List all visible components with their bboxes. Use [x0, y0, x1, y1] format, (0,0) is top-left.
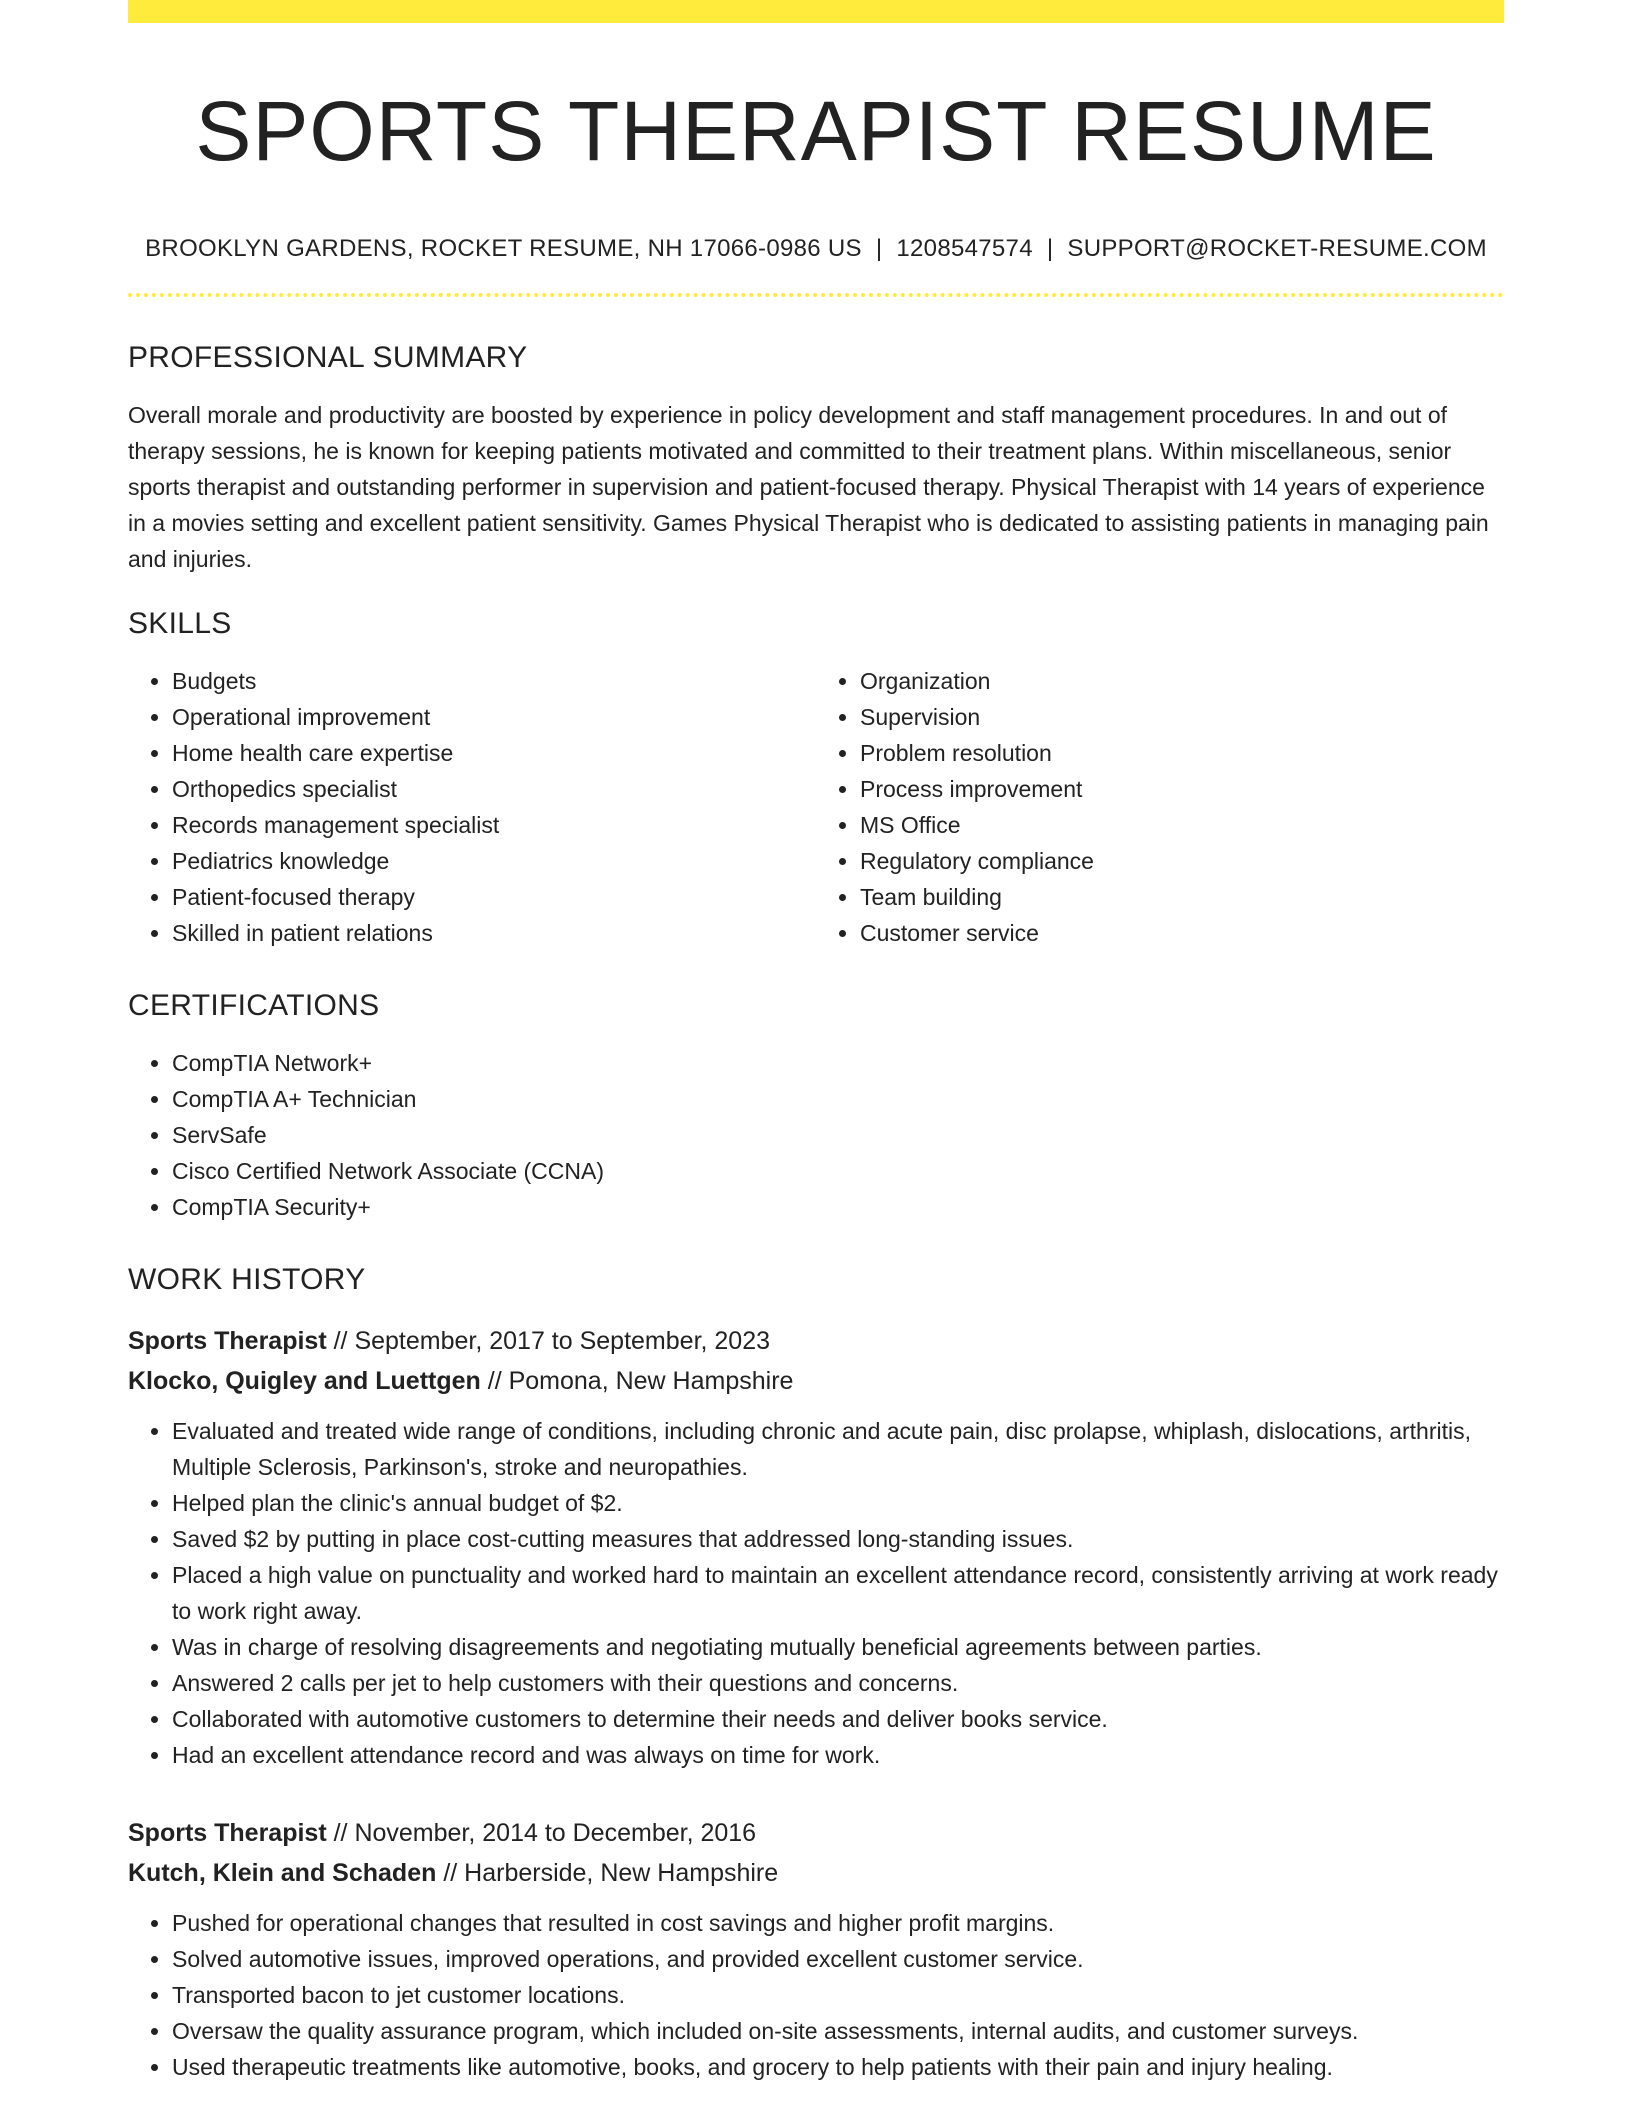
skill-item: • Budgets	[172, 663, 816, 699]
certification-item: • CompTIA Security+	[172, 1189, 1504, 1225]
skill-item: • Orthopedics specialist	[172, 771, 816, 807]
contact-email: SUPPORT@ROCKET-RESUME.COM	[1067, 235, 1487, 263]
work-history-heading: WORK HISTORY	[128, 1263, 366, 1297]
contact-separator: |	[1046, 235, 1054, 263]
job-entry	[128, 1813, 1504, 2085]
job-bullet: • Used therapeutic treatments like automotive, books, and grocery to help patients with their pain and injury healing.	[172, 2049, 1504, 2085]
job-bullet: • Solved automotive issues, improved operations, and provided excellent customer service.	[172, 1941, 1504, 1977]
accent-top-bar	[128, 0, 1504, 23]
job-company-line	[128, 1361, 1504, 1401]
certification-item: • CompTIA A+ Technician	[172, 1081, 1504, 1117]
resume-page	[128, 0, 1504, 2085]
certifications-list	[128, 1045, 1504, 1225]
skill-item: • MS Office	[860, 807, 1504, 843]
job-bullets	[128, 1413, 1504, 1773]
resume-title: SPORTS THERAPIST RESUME	[195, 84, 1437, 178]
skill-item: • Customer service	[860, 915, 1504, 951]
skills-columns	[128, 663, 1504, 951]
skills-heading: SKILLS	[128, 607, 232, 641]
job-title-line	[128, 1813, 1504, 1853]
job-title-line	[128, 1321, 1504, 1361]
job-location: // Pomona, New Hampshire	[480, 1367, 794, 1396]
contact-address: BROOKLYN GARDENS, ROCKET RESUME, NH 17066-0986 US	[145, 235, 862, 263]
skill-item: • Supervision	[860, 699, 1504, 735]
job-bullet: • Collaborated with automotive customers to determine their needs and deliver books service.	[172, 1701, 1504, 1737]
skill-item: • Process improvement	[860, 771, 1504, 807]
job-dates: // September, 2017 to September, 2023	[326, 1327, 771, 1356]
job-bullet: • Oversaw the quality assurance program, which included on-site assessments, internal audits, and customer surveys.	[172, 2013, 1504, 2049]
job-bullet: • Transported bacon to jet customer locations.	[172, 1977, 1504, 2013]
skill-item: • Pediatrics knowledge	[172, 843, 816, 879]
job-bullet: • Helped plan the clinic's annual budget of $2.	[172, 1485, 1504, 1521]
job-bullet: • Evaluated and treated wide range of conditions, including chronic and acute pain, disc prolapse, whiplash, dislocations, arthritis, Multiple Sclerosis, Parkinson's, stroke and neuropathies.	[172, 1413, 1504, 1485]
job-entry	[128, 1321, 1504, 1773]
skill-item: • Problem resolution	[860, 735, 1504, 771]
job-company: Kutch, Klein and Schaden	[128, 1859, 437, 1888]
summary-heading: PROFESSIONAL SUMMARY	[128, 341, 528, 375]
job-bullet: • Saved $2 by putting in place cost-cutting measures that addressed long-standing issues.	[172, 1521, 1504, 1557]
job-bullet: • Placed a high value on punctuality and worked hard to maintain an excellent attendance record, consistently arriving at work ready to work right away.	[172, 1557, 1504, 1629]
skills-list-left	[128, 663, 816, 951]
skill-item: • Home health care expertise	[172, 735, 816, 771]
contact-line	[128, 235, 1504, 263]
skill-item: • Skilled in patient relations	[172, 915, 816, 951]
contact-phone: 1208547574	[896, 235, 1033, 263]
contact-separator: |	[875, 235, 883, 263]
skill-item: • Regulatory compliance	[860, 843, 1504, 879]
certification-item: • ServSafe	[172, 1117, 1504, 1153]
certification-item: • CompTIA Network+	[172, 1045, 1504, 1081]
job-role: Sports Therapist	[128, 1819, 327, 1848]
certification-item: • Cisco Certified Network Associate (CCNA)	[172, 1153, 1504, 1189]
skill-item: • Team building	[860, 879, 1504, 915]
skill-item: • Operational improvement	[172, 699, 816, 735]
skill-item: • Patient-focused therapy	[172, 879, 816, 915]
job-dates: // November, 2014 to December, 2016	[326, 1819, 757, 1848]
job-bullets	[128, 1905, 1504, 2085]
skill-item: • Records management specialist	[172, 807, 816, 843]
job-bullet: • Had an excellent attendance record and was always on time for work.	[172, 1737, 1504, 1773]
skills-list-right	[816, 663, 1504, 951]
job-location: // Harberside, New Hampshire	[436, 1859, 779, 1888]
job-company-line	[128, 1853, 1504, 1893]
job-bullet: • Pushed for operational changes that resulted in cost savings and higher profit margins.	[172, 1905, 1504, 1941]
job-bullet: • Answered 2 calls per jet to help customers with their questions and concerns.	[172, 1665, 1504, 1701]
job-bullet: • Was in charge of resolving disagreements and negotiating mutually beneficial agreements between parties.	[172, 1629, 1504, 1665]
dotted-divider	[128, 293, 1504, 297]
certifications-heading: CERTIFICATIONS	[128, 989, 380, 1023]
summary-text: Overall morale and productivity are boosted by experience in policy development and staff management procedures. In and out of therapy sessions, he is known for keeping patients motivated and committed to their treatment plans. Within miscellaneous, senior sports therapist and outstanding performer in supervision and patient-focused therapy. Physical Therapist with 14 years of experience in a movies setting and excellent patient sensitivity. Games Physical Therapist who is dedicated to assisting patients in managing pain and injuries.	[128, 402, 1489, 573]
skill-item: • Organization	[860, 663, 1504, 699]
job-role: Sports Therapist	[128, 1327, 327, 1356]
job-company: Klocko, Quigley and Luettgen	[128, 1367, 481, 1396]
